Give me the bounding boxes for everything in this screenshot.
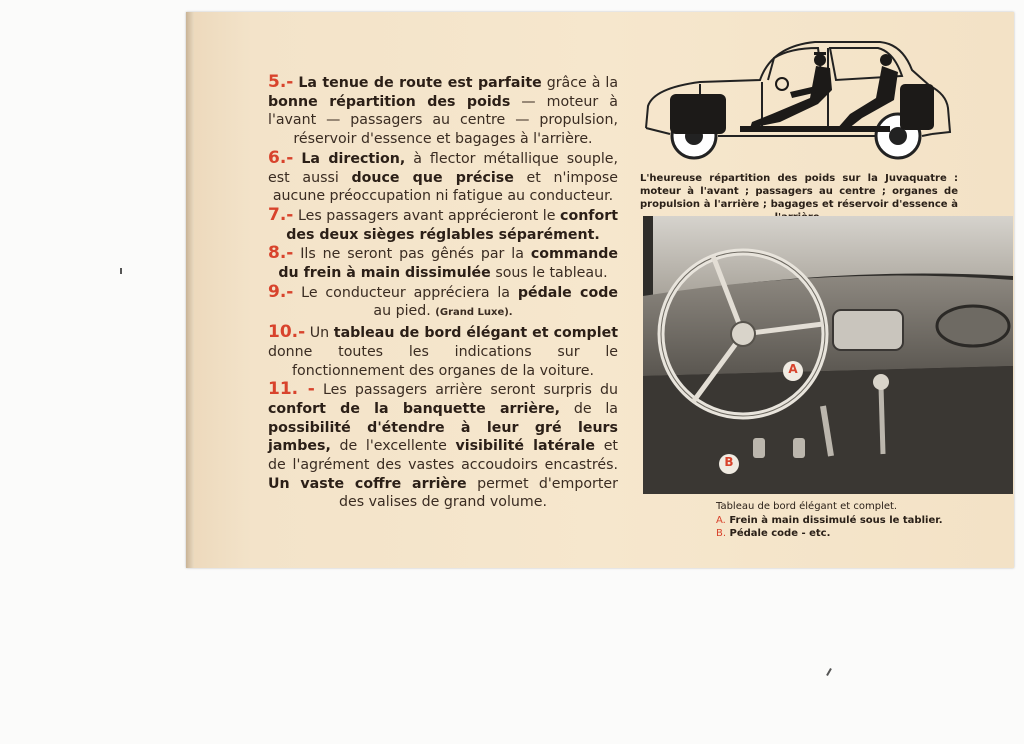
feature-number: 7.- bbox=[268, 204, 294, 225]
page-fold bbox=[186, 12, 194, 568]
feature-highlight: confort de la banquette arrière, bbox=[268, 400, 561, 417]
feature-highlight: douce que précise bbox=[351, 169, 514, 186]
feature-highlight: visibilité latérale bbox=[455, 438, 596, 455]
feature-text: Ils ne seront pas gênés par la bbox=[293, 246, 531, 263]
scan-speck bbox=[826, 668, 832, 676]
feature-text: de la bbox=[560, 400, 618, 417]
feature-highlight: confort des deux sièges réglables séparément. bbox=[286, 207, 618, 243]
feature-text: permet d'emporter des valises de grand volume. bbox=[339, 475, 618, 511]
caption-label-a: A. bbox=[716, 514, 726, 526]
feature-text: et n'impose aucune préoccupation ni fatigue au conducteur. bbox=[272, 169, 618, 205]
feature-item-6 bbox=[268, 149, 618, 206]
dashboard-caption-b bbox=[716, 527, 956, 541]
feature-text: Les passagers avant apprécieront le bbox=[293, 207, 561, 224]
feature-text: Le conducteur appréciera la bbox=[293, 284, 518, 301]
feature-highlight: bonne répartition des poids bbox=[268, 93, 511, 110]
caption-text-a: Frein à main dissimulé sous le tablier. bbox=[725, 514, 943, 526]
marker-a-label: A bbox=[788, 362, 798, 376]
dashboard-caption bbox=[716, 500, 956, 541]
dashboard-photo-drawing bbox=[643, 216, 1013, 494]
marker-b-label: B bbox=[724, 455, 734, 469]
feature-item-9 bbox=[268, 283, 618, 323]
dashboard-caption-title: Tableau de bord élégant et complet. bbox=[716, 501, 898, 512]
feature-text: Un bbox=[305, 325, 334, 342]
scan-speck bbox=[120, 268, 122, 274]
feature-text: au pied. bbox=[373, 303, 436, 320]
dashboard-photo bbox=[643, 216, 1013, 494]
feature-text: — moteur à l'avant — passagers au centre — propulsion, réservoir d'essence et bagages à l'arrière. bbox=[268, 93, 618, 148]
feature-text: à flector métallique souple, est aussi bbox=[268, 150, 619, 186]
feature-highlight: pédale code bbox=[517, 284, 618, 301]
feature-text: et de l'agrément des vastes accoudoirs encastrés. bbox=[268, 438, 618, 474]
feature-highlight: tableau de bord élégant et complet bbox=[333, 325, 618, 342]
feature-number: 8.- bbox=[268, 243, 294, 264]
feature-text: Les passagers arrière seront surpris du bbox=[314, 382, 619, 399]
car-caption: L'heureuse répartition des poids sur la Juvaquatre : moteur à l'avant ; passagers au centre ; organes de propulsion à l'arrière ; bagages et réservoir d'essence à bbox=[640, 173, 958, 210]
feature-item-8 bbox=[268, 244, 618, 282]
dashboard-caption-a bbox=[716, 514, 956, 528]
feature-heading: La direction, bbox=[301, 150, 406, 167]
feature-item-10 bbox=[268, 323, 618, 380]
caption-text-b: Pédale code - etc. bbox=[726, 528, 831, 539]
feature-number: 5.- bbox=[268, 72, 294, 92]
features-list bbox=[268, 73, 618, 512]
feature-item-5 bbox=[268, 73, 618, 149]
feature-heading: La tenue de route est parfaite bbox=[298, 75, 542, 91]
feature-item-11 bbox=[268, 380, 618, 512]
feature-text: grâce à la bbox=[541, 75, 619, 91]
caption-label-b: B. bbox=[716, 528, 727, 539]
feature-highlight: Un vaste coffre arrière bbox=[268, 475, 467, 492]
feature-highlight: possibilité d'étendre à leur gré leurs jambes, bbox=[268, 419, 618, 455]
feature-number: 9.- bbox=[268, 281, 294, 302]
feature-number: 11. - bbox=[268, 379, 315, 400]
feature-highlight: commande du frein à main dissimulée bbox=[278, 246, 618, 282]
feature-item-7 bbox=[268, 206, 618, 244]
feature-text: sous le tableau. bbox=[490, 265, 608, 282]
feature-text: de l'excellente bbox=[330, 438, 456, 455]
feature-number: 10.- bbox=[268, 322, 306, 343]
feature-text: donne toutes les indications sur le fonctionnement des organes de la voiture. bbox=[268, 343, 618, 379]
car-cutaway-illustration bbox=[640, 36, 960, 168]
feature-number: 6.- bbox=[268, 147, 294, 168]
feature-note: (Grand Luxe). bbox=[435, 307, 513, 319]
